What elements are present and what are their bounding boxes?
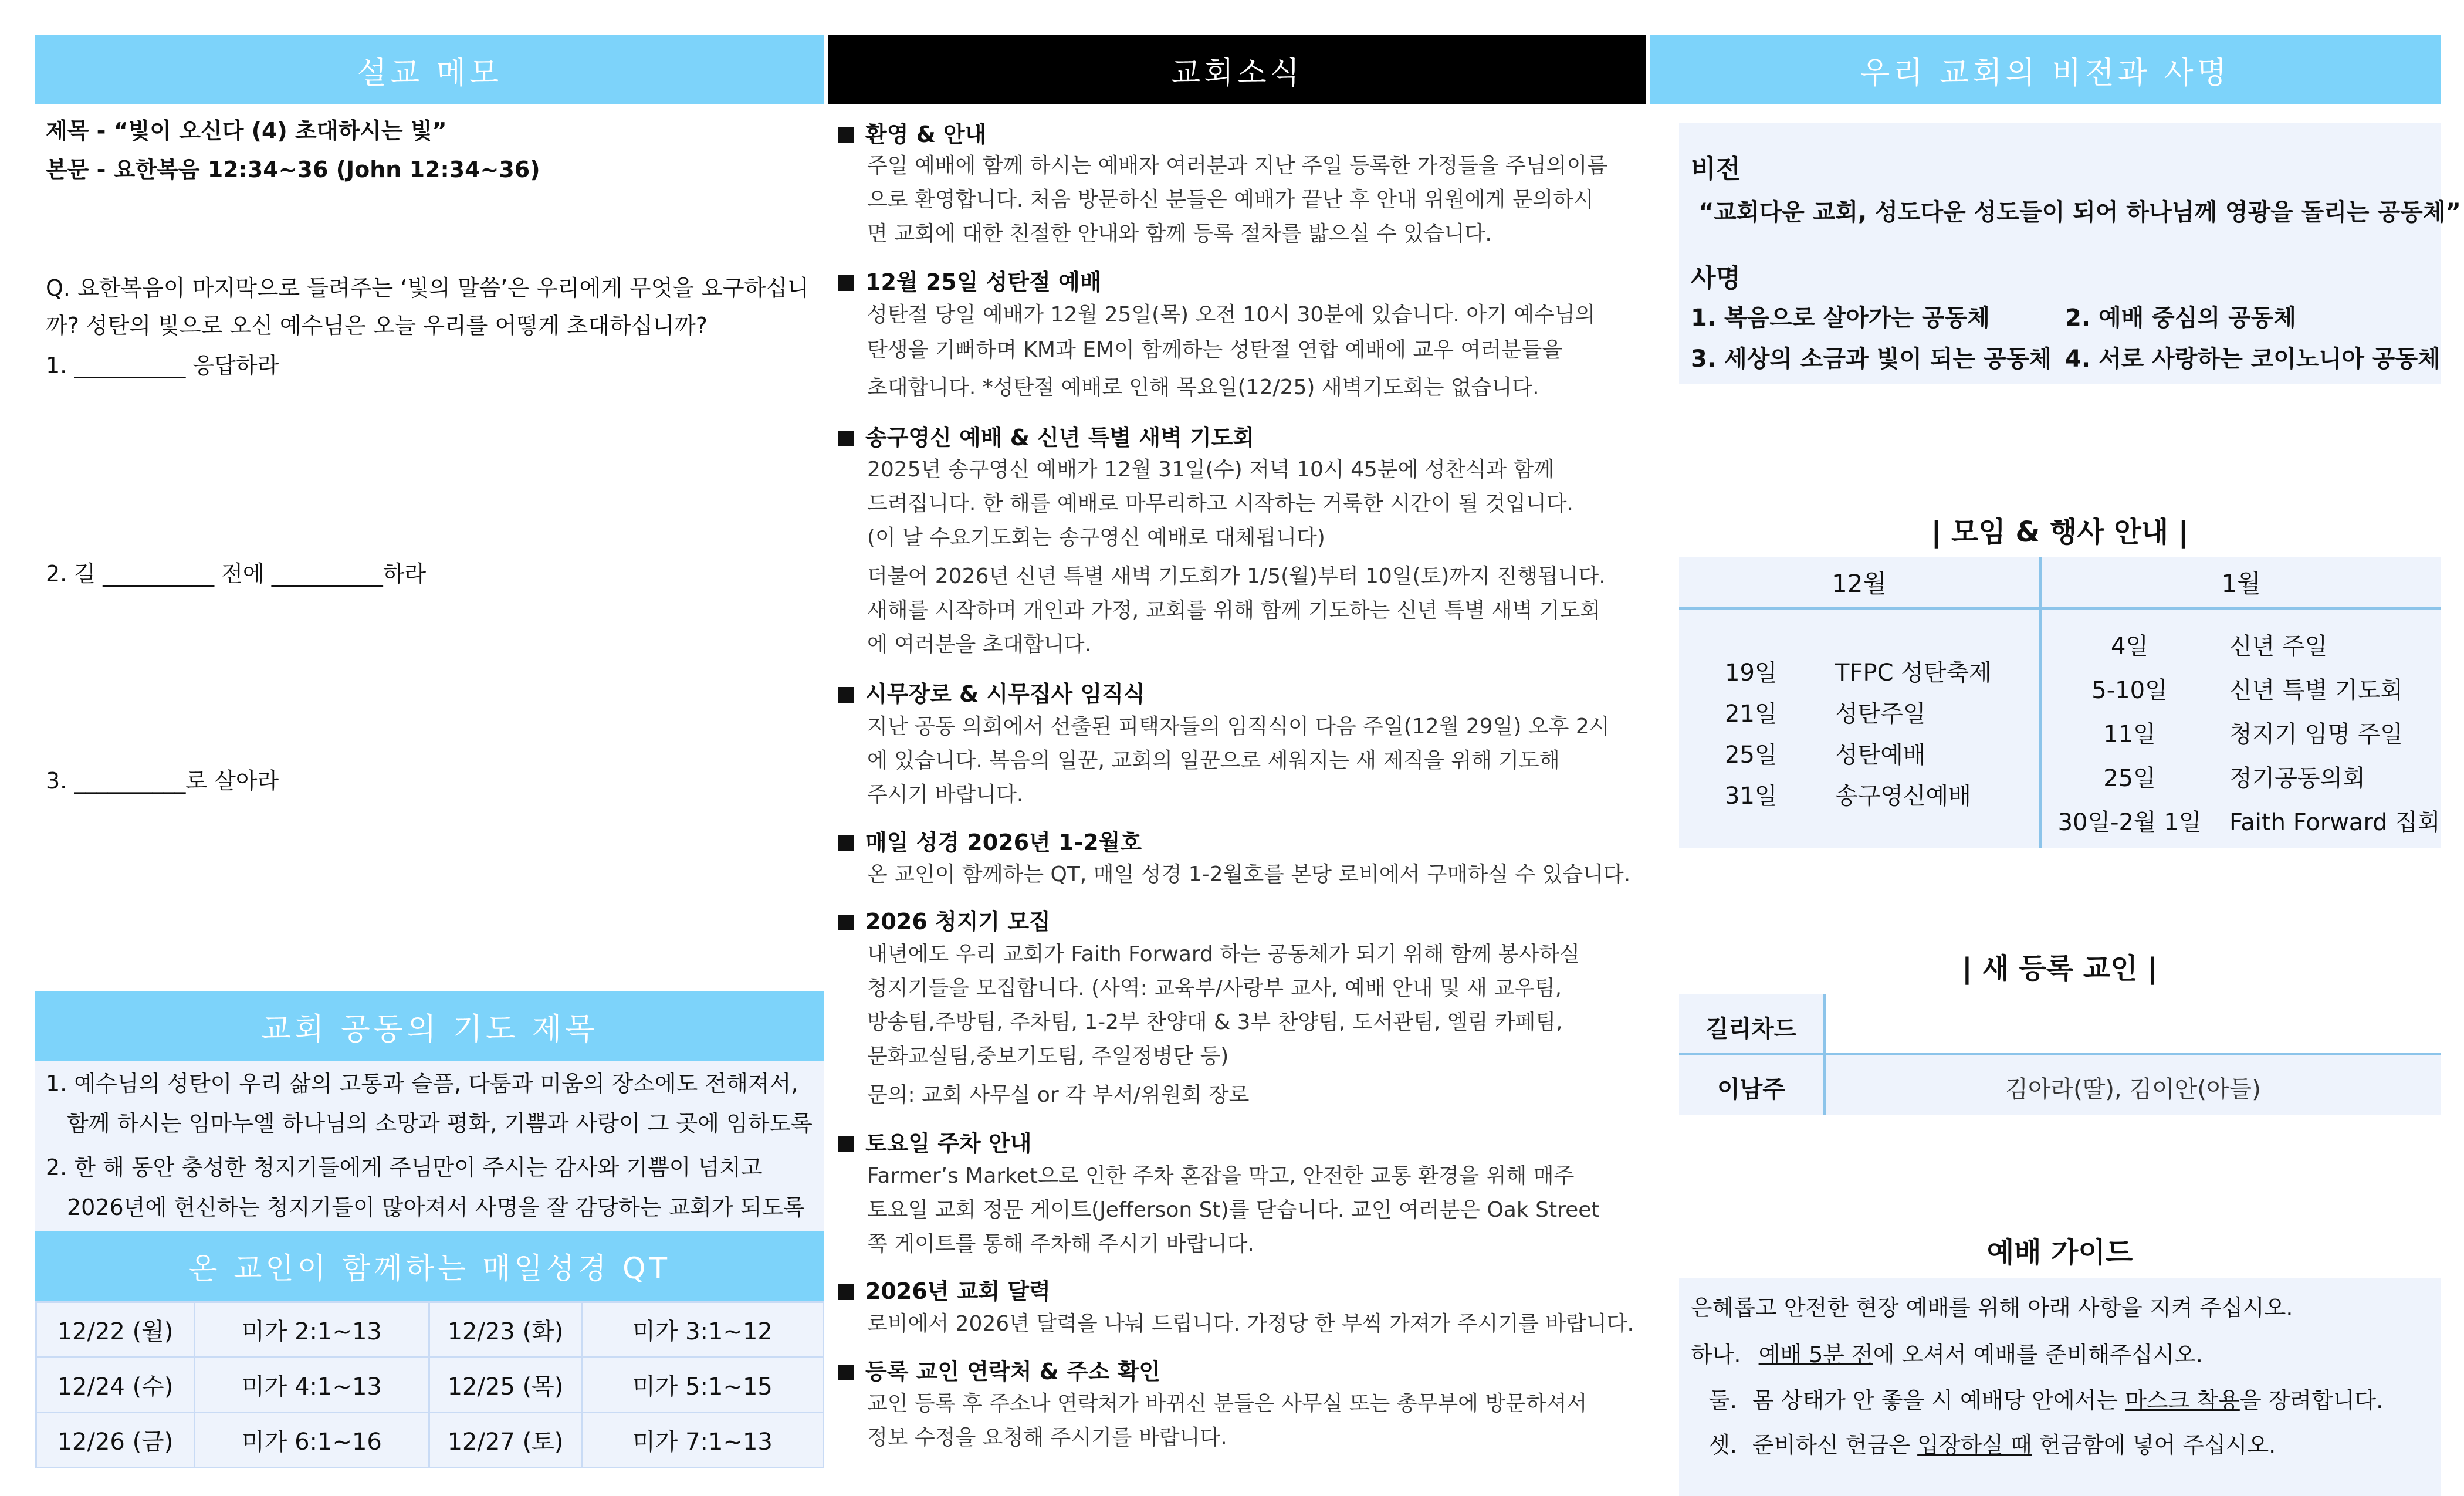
vision-label: 비전 bbox=[1691, 154, 1741, 184]
news-title-text: 송구영신 예배 & 신년 특별 새벽 기도회 bbox=[865, 425, 1255, 451]
news-header-label: 교회소식 bbox=[1171, 55, 1303, 91]
event-day: 19일 bbox=[1725, 659, 1778, 686]
qt-date: 12/22 (월) bbox=[36, 1302, 195, 1358]
event-name: 성탄주일 bbox=[1835, 700, 1926, 727]
news-title-text: 2026 청지기 모집 bbox=[865, 909, 1051, 935]
guide-intro: 은혜롭고 안전한 현장 예배를 위해 아래 사항을 지켜 주십시오. bbox=[1691, 1295, 2293, 1321]
event-name: 청지기 임명 주일 bbox=[2229, 721, 2403, 748]
news-body-line: 면 교회에 대한 친절한 안내와 함께 등록 절차를 밟으실 수 있습니다. bbox=[867, 222, 1492, 246]
guide-item-number: 셋. bbox=[1708, 1432, 1737, 1458]
news-item-welcome-title bbox=[838, 116, 986, 148]
news-item-stewards-title bbox=[838, 903, 1051, 936]
prayer-2-line2: 2026년에 헌신하는 청지기들이 많아져서 사명을 잘 감당하는 교회가 되도록 bbox=[67, 1194, 805, 1220]
qt-header-label: 온 교인이 함께하는 매일성경 QT bbox=[188, 1251, 671, 1285]
sermon-header-label: 설교 메모 bbox=[357, 55, 503, 91]
news-title-text: 2026년 교회 달력 bbox=[865, 1278, 1051, 1304]
news-item-newyear-title bbox=[838, 419, 1254, 452]
mission-item-2: 2. 예배 중심의 공동체 bbox=[2065, 304, 2296, 331]
mission-item-4: 4. 서로 사랑하는 코이노니아 공동체 bbox=[2065, 346, 2441, 373]
mission-label: 사명 bbox=[1691, 263, 1741, 293]
event-day: 31일 bbox=[1725, 783, 1778, 810]
events-header-rule bbox=[1679, 607, 2441, 610]
news-body-line: 내년에도 우리 교회가 Faith Forward 하는 공동체가 되기 위해 함께 봉사하실 bbox=[867, 942, 1580, 966]
event-name: Faith Forward 집회 bbox=[2229, 809, 2441, 836]
news-body-line: 청지기들을 모집합니다. (사역: 교육부/사랑부 교사, 예배 안내 및 새 교우팀, bbox=[867, 976, 1562, 1000]
news-body-line: 교인 등록 후 주소나 연락처가 바뀌신 분들은 사무실 또는 총무부에 방문하셔서 bbox=[867, 1392, 1588, 1416]
guide-item-text: 헌금함에 넣어 주십시오. bbox=[2032, 1432, 2276, 1458]
guide-item-emphasis: 예배 5분 전 bbox=[1758, 1342, 1873, 1368]
news-body-line: 온 교인이 함께하는 QT, 매일 성경 1-2월호를 본당 로비에서 구매하실 수 있습니다. bbox=[867, 862, 1631, 886]
square-bullet-icon bbox=[838, 1284, 854, 1300]
news-body-line: 주시기 바랍니다. bbox=[867, 783, 1024, 807]
qt-date: 12/27 (토) bbox=[429, 1413, 582, 1468]
news-title-text: 토요일 주차 안내 bbox=[865, 1131, 1032, 1156]
event-day: 4일 bbox=[2110, 633, 2149, 660]
news-body-line: 문의: 교회 사무실 or 각 부서/위원회 장로 bbox=[867, 1083, 1250, 1107]
news-body-line: 드려집니다. 한 해를 예배로 마무리하고 시작하는 거룩한 시간이 될 것입니다. bbox=[867, 492, 1573, 516]
news-title-text: 시무장로 & 시무집사 임직식 bbox=[865, 681, 1145, 707]
sermon-question-line2: 까? 성탄의 빛으로 오신 예수님은 오늘 우리를 어떻게 초대하십니까? bbox=[46, 313, 708, 339]
news-body-line: 탄생을 기뻐하며 KM과 EM이 함께하는 성탄절 연합 예배에 교우 여러분들을 bbox=[867, 338, 1563, 362]
qt-date: 12/25 (목) bbox=[429, 1358, 582, 1413]
sermon-blank-1: 1. __________ 응답하라 bbox=[46, 353, 279, 378]
events-jan-label: 1월 bbox=[2221, 569, 2261, 598]
news-body-line: 더불어 2026년 신년 특별 새벽 기도회가 1/5(월)부터 10일(토)까지 진행됩니다. bbox=[867, 564, 1606, 588]
sermon-passage: 본문 - 요한복음 12:34~36 (John 12:34~36) bbox=[46, 157, 540, 182]
news-title-text: 12월 25일 성탄절 예배 bbox=[865, 269, 1102, 295]
news-item-dailybible-title bbox=[838, 824, 1142, 857]
sermon-header bbox=[35, 35, 824, 104]
event-day: 25일 bbox=[1725, 742, 1778, 769]
event-day: 25일 bbox=[2103, 765, 2156, 792]
guide-item-text: 에 오셔서 예배를 준비해주십시오. bbox=[1873, 1342, 2203, 1368]
sermon-question-line1: Q. 요한복음이 마지막으로 들려주는 ‘빛의 말씀’은 우리에게 무엇을 요구하십니 bbox=[46, 275, 809, 301]
guide-item-3 bbox=[1691, 1427, 2276, 1459]
square-bullet-icon bbox=[838, 1136, 854, 1152]
news-body-line: 에 있습니다. 복음의 일꾼, 교회의 일꾼으로 세워지는 새 제직을 위해 기도해 bbox=[867, 749, 1560, 773]
mission-item-3: 3. 세상의 소금과 빛이 되는 공동체 bbox=[1691, 346, 2052, 373]
qt-passage: 미가 2:1~13 bbox=[195, 1302, 429, 1358]
guide-title: 예배 가이드 bbox=[1986, 1236, 2133, 1269]
vision-header-label: 우리 교회의 비전과 사명 bbox=[1860, 55, 2230, 91]
new-members-title: | 새 등록 교인 | bbox=[1962, 952, 2158, 985]
news-body-line: 초대합니다. *성탄절 예배로 인해 목요일(12/25) 새벽기도회는 없습니다. bbox=[867, 375, 1539, 400]
qt-passage: 미가 5:1~15 bbox=[582, 1358, 824, 1413]
guide-item-emphasis: 입장하실 때 bbox=[1917, 1432, 2032, 1458]
guide-item-number: 둘. bbox=[1708, 1387, 1737, 1413]
event-day: 30일-2월 1일 bbox=[2057, 809, 2202, 836]
news-body-line: Farmer’s Market으로 인한 주차 혼잡을 막고, 안전한 교통 환경을 위해 매주 bbox=[867, 1164, 1575, 1188]
news-item-calendar-title bbox=[838, 1273, 1051, 1305]
news-body-line: 정보 수정을 요청해 주시기를 바랍니다. bbox=[867, 1426, 1227, 1450]
news-body-line: 에 여러분을 초대합니다. bbox=[867, 632, 1092, 656]
news-title-text: 등록 교인 연락처 & 주소 확인 bbox=[865, 1359, 1161, 1385]
news-body-line: 새해를 시작하며 개인과 가정, 교회를 위해 함께 기도하는 신년 특별 새벽 기도회 bbox=[867, 598, 1601, 622]
qt-date: 12/26 (금) bbox=[36, 1413, 195, 1468]
news-item-christmas-title bbox=[838, 264, 1101, 296]
qt-passage: 미가 3:1~12 bbox=[582, 1302, 824, 1358]
news-header bbox=[828, 35, 1646, 104]
guide-item-text: 몸 상태가 안 좋을 시 예배당 안에서는 bbox=[1752, 1387, 2125, 1413]
guide-item-text: 준비하신 헌금은 bbox=[1752, 1432, 1918, 1458]
event-name: 송구영신예배 bbox=[1835, 783, 1971, 810]
news-body-line: 방송팀,주방팀, 주차팀, 1-2부 찬양대 & 3부 찬양팀, 도서관팀, 엘림 카페팀, bbox=[867, 1010, 1563, 1034]
qt-passage: 미가 4:1~13 bbox=[195, 1358, 429, 1413]
new-members-row-1-fill bbox=[1826, 994, 2441, 1053]
new-member-name: 길리차드 bbox=[1705, 1016, 1797, 1043]
news-body-line: 으로 환영합니다. 처음 방문하신 분들은 예배가 끝난 후 안내 위원에게 문의하시 bbox=[867, 188, 1594, 212]
new-member-family: 김아라(딸), 김이안(아들) bbox=[2005, 1076, 2261, 1103]
event-day: 21일 bbox=[1725, 700, 1778, 727]
vision-statement: “교회다운 교회, 성도다운 성도들이 되어 하나님께 영광을 돌리는 공동체” bbox=[1698, 199, 2461, 226]
qt-date: 12/24 (수) bbox=[36, 1358, 195, 1413]
event-name: 신년 주일 bbox=[2229, 633, 2328, 660]
news-item-ordination-title bbox=[838, 676, 1145, 708]
square-bullet-icon bbox=[838, 127, 854, 143]
sermon-blank-3: 3. __________로 살아라 bbox=[46, 768, 279, 794]
square-bullet-icon bbox=[838, 275, 854, 291]
event-name: 정기공동의회 bbox=[2229, 765, 2365, 792]
guide-item-2 bbox=[1691, 1382, 2383, 1414]
event-day: 11일 bbox=[2103, 721, 2156, 748]
prayer-header bbox=[35, 991, 824, 1061]
square-bullet-icon bbox=[838, 1365, 854, 1380]
new-member-name: 이남주 bbox=[1717, 1076, 1785, 1103]
news-item-parking-title bbox=[838, 1125, 1031, 1157]
sermon-title: 제목 - “빛이 오신다 (4) 초대하시는 빛” bbox=[46, 118, 447, 144]
square-bullet-icon bbox=[838, 431, 854, 446]
square-bullet-icon bbox=[838, 687, 854, 703]
qt-row bbox=[36, 1413, 824, 1468]
event-name: TFPC 성탄축제 bbox=[1835, 659, 1992, 686]
news-title-text: 매일 성경 2026년 1-2월호 bbox=[865, 830, 1142, 855]
news-body-line: 문화교실팀,중보기도팀, 주일정병단 등) bbox=[867, 1044, 1229, 1068]
guide-item-text: 을 장려합니다. bbox=[2239, 1387, 2384, 1413]
qt-passage: 미가 7:1~13 bbox=[582, 1413, 824, 1468]
prayer-header-label: 교회 공동의 기도 제목 bbox=[261, 1011, 598, 1047]
vision-header bbox=[1650, 35, 2441, 104]
mission-item-1: 1. 복음으로 살아가는 공동체 bbox=[1691, 304, 1990, 331]
news-body-line: (이 날 수요기도회는 송구영신 예배로 대체됩니다) bbox=[867, 526, 1325, 550]
square-bullet-icon bbox=[838, 835, 854, 851]
qt-passage: 미가 6:1~16 bbox=[195, 1413, 429, 1468]
qt-table bbox=[35, 1301, 824, 1468]
news-body-line: 주일 예배에 함께 하시는 예배자 여러분과 지난 주일 등록한 가정들을 주님의이름 bbox=[867, 154, 1608, 178]
qt-header bbox=[35, 1231, 824, 1301]
new-members-rule bbox=[1679, 1053, 2441, 1055]
events-dec-label: 12월 bbox=[1831, 569, 1887, 598]
news-body-line: 로비에서 2026년 달력을 나눠 드립니다. 가정당 한 부씩 가져가 주시기를 바랍니다. bbox=[867, 1312, 1634, 1336]
guide-item-number: 하나. bbox=[1691, 1342, 1741, 1368]
prayer-1-line2: 함께 하시는 임마누엘 하나님의 소망과 평화, 기쁨과 사랑이 그 곳에 임하도록 bbox=[67, 1111, 813, 1136]
event-name: 성탄예배 bbox=[1835, 742, 1926, 769]
event-name: 신년 특별 기도회 bbox=[2229, 677, 2403, 704]
news-body-line: 토요일 교회 정문 게이트(Jefferson St)를 닫습니다. 교인 여러분은 Oak Street bbox=[867, 1198, 1600, 1222]
news-title-text: 환영 & 안내 bbox=[865, 121, 987, 147]
guide-item-1 bbox=[1691, 1336, 2203, 1369]
prayer-1-line1: 1. 예수님의 성탄이 우리 삶의 고통과 슬픔, 다툼과 미움의 장소에도 전해져서, bbox=[46, 1071, 798, 1096]
events-title: | 모임 & 행사 안내 | bbox=[1931, 516, 2189, 549]
guide-item-emphasis: 마스크 착용 bbox=[2125, 1387, 2240, 1413]
qt-date: 12/23 (화) bbox=[429, 1302, 582, 1358]
prayer-2-line1: 2. 한 해 동안 충성한 청지기들에게 주님만이 주시는 감사와 기쁨이 넘치고 bbox=[46, 1155, 763, 1180]
qt-row bbox=[36, 1358, 824, 1413]
event-day: 5-10일 bbox=[2091, 677, 2168, 704]
news-body-line: 성탄절 당일 예배가 12월 25일(목) 오전 10시 30분에 있습니다. 아기 예수님의 bbox=[867, 303, 1596, 327]
qt-row bbox=[36, 1302, 824, 1358]
news-item-contact-title bbox=[838, 1353, 1160, 1386]
news-body-line: 지난 공동 의회에서 선출된 피택자들의 임직식이 다음 주일(12월 29일) 오후 2시 bbox=[867, 715, 1610, 739]
sermon-blank-2: 2. 길 __________ 전에 __________하라 bbox=[46, 561, 427, 587]
news-body-line: 2025년 송구영신 예배가 12월 31일(수) 저녁 10시 45분에 성찬식과 함께 bbox=[867, 458, 1555, 482]
square-bullet-icon bbox=[838, 915, 854, 930]
news-body-line: 쪽 게이트를 통해 주차해 주시기 바랍니다. bbox=[867, 1232, 1254, 1256]
